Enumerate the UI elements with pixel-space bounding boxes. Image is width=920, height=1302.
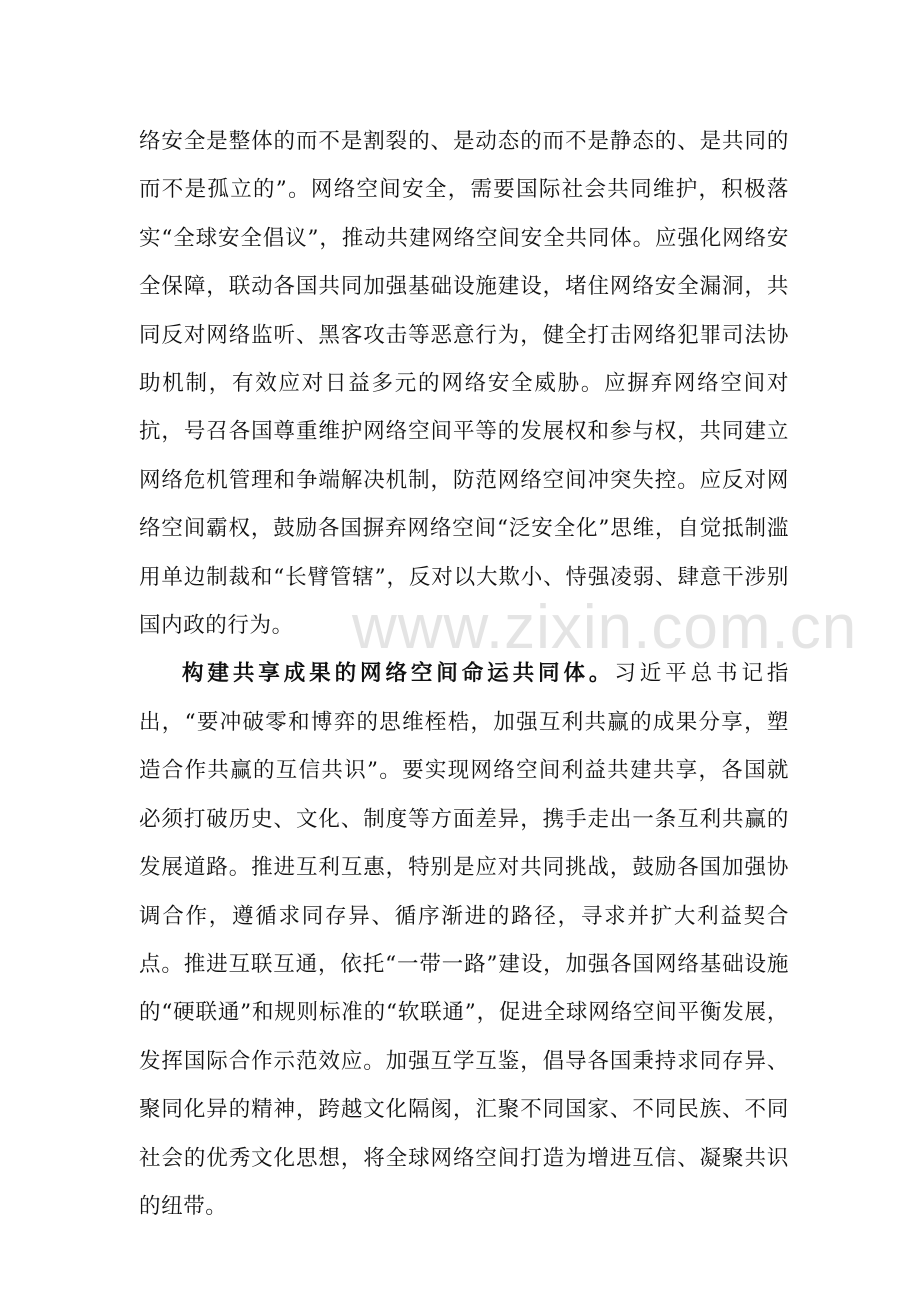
paragraph-text: 络安全是整体的而不是割裂的、是动态的而不是静态的、是共同的而不是孤立的”。网络空间安全，需要国际社会共同维护，积极落实“全球安全倡议”，推动共建网络空间安全共同体。应强化网络安全保障，联动各国共同加强基础设施建设，堵住网络安全漏洞，共同反对网络监听、黑客攻击等恶意行为，健全打击网络犯罪司法协助机制，有效应对日益多元的网络安全威胁。应摒弃网络空间对抗，号召各国尊重维护网络空间平等的发展权和参与权，共同建立网络危机管理和争端解决机制，防范网络空间冲突失控。应反对网络空间霸权，鼓励各国摒弃网络空间“泛安全化”思维，自觉抵制滥用单边制裁和“长臂管辖”，反对以大欺小、恃强凌弱、肆意干涉别国内政的行为。	[139, 129, 789, 639]
paragraph-text: 习近平总书记指出，“要冲破零和博弈的思维桎梏，加强互利共赢的成果分享，塑造合作共赢的互信共识”。要实现网络空间利益共建共享，各国就必须打破历史、文化、制度等方面差异，携手走出一条互利共赢的发展道路。推进互利互惠，特别是应对共同挑战，鼓励各国加强协调合作，遵循求同存异、循序渐进的路径，寻求并扩大利益契合点。推进互联互通，依托“一带一路”建设，加强各国网络基础设施的“硬联通”和规则标准的“软联通”，促进全球网络空间平衡发展，发挥国际合作示范效应。加强互学互鉴，倡导各国秉持求同存异、聚同化异的精神，跨越文化隔阂，汇聚不同国家、不同民族、不同社会的优秀文化思想，将全球网络空间打造为增进互信、凝聚共识的纽带。	[139, 661, 790, 1219]
document-page	[139, 118, 789, 1231]
watermark: www.zixin.com.cn	[352, 593, 858, 662]
paragraph-continuation	[139, 118, 789, 650]
paragraph-heading: 构建共享成果的网络空间命运共同体。	[182, 661, 615, 687]
paragraph-shared-outcomes	[139, 650, 789, 1231]
